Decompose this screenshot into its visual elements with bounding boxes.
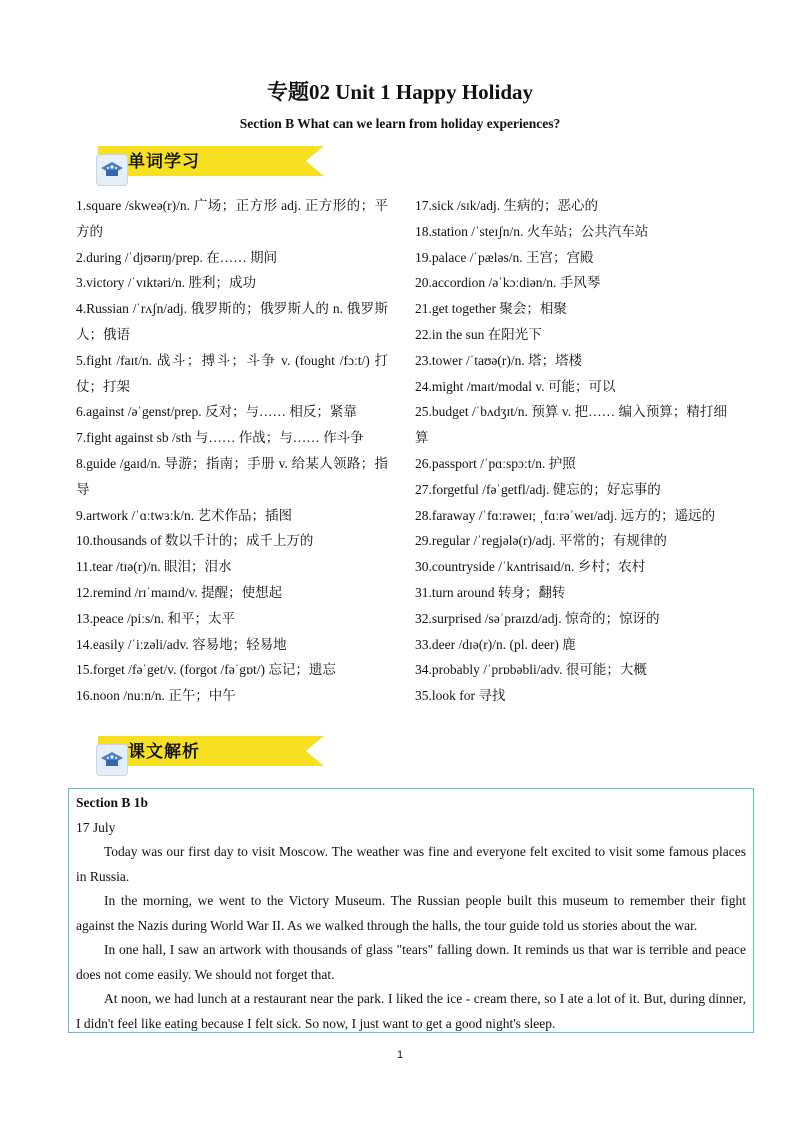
vocab-item: 21.get together 聚会；相聚 (415, 301, 567, 317)
vocab-item: 28.faraway /ˈfɑːrəweɪ; ˌfɑːrəˈweɪ/adj. 远方的；遥远的 (415, 507, 716, 523)
vocab-section-banner (78, 142, 328, 182)
vocab-item: 5.fight /faɪt/n. 战斗；搏斗；斗争 v. (fought /fɔːt/) 打仗；打架 (76, 352, 388, 394)
vocab-item: 1.square /skweə(r)/n. 广场；正方形 adj. 正方形的；平方的 (76, 198, 388, 239)
vocab-item: 15.forget /fəˈget/v. (forgot /fəˈgɒt/) 忘记；遗忘 (76, 662, 336, 678)
graduation-cap-icon (96, 744, 128, 776)
vocab-item: 10.thousands of 数以千计的；成千上万的 (76, 533, 314, 549)
vocab-item: 19.palace /ˈpæləs/n. 王宫；宫殿 (415, 249, 594, 265)
vocab-item: 14.easily /ˈiːzəli/adv. 容易地；轻易地 (76, 636, 287, 652)
vocab-item: 13.peace /piːs/n. 和平；太平 (76, 610, 235, 626)
vocab-item: 29.regular /ˈregjələ(r)/adj. 平常的；有规律的 (415, 533, 667, 549)
vocab-item: 4.Russian /ˈrʌʃn/adj. 俄罗斯的；俄罗斯人的 n. 俄罗斯人；俄语 (76, 301, 388, 342)
passage-paragraph: At noon, we had lunch at a restaurant near the park. I liked the ice - cream there, so I ate a lot of it. But, during dinner, I didn't feel like eating because I felt sick. So now, I just want to get a good night's sleep. (76, 991, 746, 1031)
vocab-item: 35.look for 寻找 (415, 688, 506, 704)
page-title: 专题02 Unit 1 Happy Holiday (266, 80, 534, 104)
vocab-item: 6.against /əˈgenst/prep. 反对；与…… 相反；紧靠 (76, 404, 357, 420)
vocab-item: 22.in the sun 在阳光下 (415, 326, 542, 342)
vocab-item: 33.deer /dɪə(r)/n. (pl. deer) 鹿 (415, 636, 576, 652)
passage-date: 17 July (76, 819, 116, 835)
vocab-item: 17.sick /sɪk/adj. 生病的；恶心的 (415, 198, 598, 213)
passage-paragraph: In one hall, I saw an artwork with thousands of glass "tears" falling down. It reminds us that war is terrible and peace does not come easily. We should not forget that. (76, 942, 746, 982)
vocab-item: 30.countryside /ˈkʌntrisaɪd/n. 乡村；农村 (415, 559, 646, 575)
text-section-banner (78, 732, 328, 772)
passage-paragraph: Today was our first day to visit Moscow. The weather was fine and everyone felt excited to visit some famous places in Russia. (76, 844, 746, 884)
vocab-item: 11.tear /tɪə(r)/n. 眼泪；泪水 (76, 559, 232, 575)
vocab-item: 8.guide /gaɪd/n. 导游；指南；手册 v. 给某人领路；指导 (76, 455, 388, 497)
vocab-item: 32.surprised /səˈpraɪzd/adj. 惊奇的；惊讶的 (415, 610, 660, 626)
vocab-list-right (415, 193, 727, 709)
graduation-cap-icon (96, 154, 128, 186)
vocab-list-left (76, 193, 388, 709)
passage-section-label: Section B 1b (76, 795, 149, 810)
vocab-item: 18.station /ˈsteɪʃn/n. 火车站；公共汽车站 (415, 223, 649, 239)
vocab-item: 27.forgetful /fəˈgetfl/adj. 健忘的；好忘事的 (415, 481, 661, 497)
vocab-item: 16.noon /nuːn/n. 正午；中午 (76, 688, 236, 704)
vocab-item: 31.turn around 转身；翻转 (415, 584, 566, 600)
vocab-item: 7.fight against sb /sth 与…… 作战；与…… 作斗争 (76, 430, 364, 446)
vocab-item: 24.might /maɪt/modal v. 可能；可以 (415, 378, 616, 394)
vocab-item: 3.victory /ˈvɪktəri/n. 胜利；成功 (76, 275, 256, 291)
page-number: 1 (396, 1049, 404, 1061)
text-section-heading: 课文解析 (128, 742, 200, 762)
passage-paragraph: In the morning, we went to the Victory Museum. The Russian people built this museum to remember their fight against the Nazis during World War II. As we walked through the halls, the tour guide told us stories about the war. (76, 893, 746, 933)
vocab-item: 34.probably /ˈprɒbəbli/adv. 很可能；大概 (415, 662, 647, 678)
vocab-item: 9.artwork /ˈɑːtwɜːk/n. 艺术作品；插图 (76, 507, 292, 523)
vocab-item: 20.accordion /əˈkɔːdiən/n. 手风琴 (415, 275, 601, 291)
vocab-item: 23.tower /ˈtaʊə(r)/n. 塔；塔楼 (415, 352, 583, 368)
vocab-item: 26.passport /ˈpɑːspɔːt/n. 护照 (415, 455, 576, 471)
vocab-section-heading: 单词学习 (128, 152, 200, 172)
page-subtitle: Section B What can we learn from holiday experiences? (239, 116, 561, 131)
passage-box (68, 788, 754, 1033)
vocab-item: 2.during /ˈdjʊərɪŋ/prep. 在…… 期间 (76, 249, 278, 265)
vocab-item: 25.budget /ˈbʌdʒɪt/n. 预算 v. 把…… 编入预算；精打细算 (415, 404, 727, 446)
vocab-item: 12.remind /rɪˈmaɪnd/v. 提醒；使想起 (76, 584, 283, 600)
